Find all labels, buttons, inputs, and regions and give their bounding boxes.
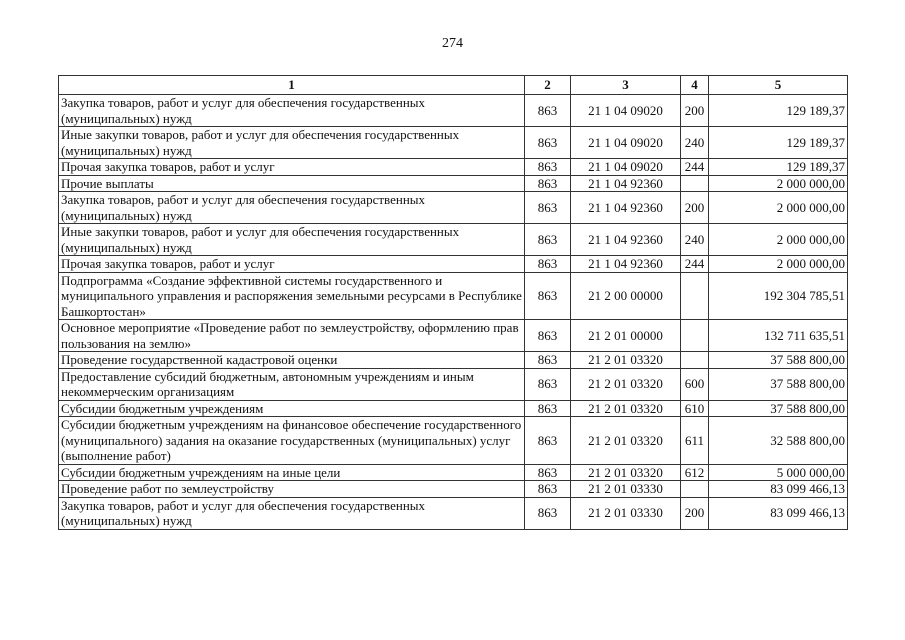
row-sum-cell: 2 000 000,00 (709, 175, 848, 192)
row-name-cell: Прочие выплаты (59, 175, 525, 192)
row-vr-cell: 200 (681, 497, 709, 529)
header-row (59, 76, 848, 95)
budget-table (58, 75, 848, 530)
row-vr-cell: 610 (681, 400, 709, 417)
row-sum-cell: 5 000 000,00 (709, 464, 848, 481)
row-sum-cell: 83 099 466,13 (709, 497, 848, 529)
header-col-4: 4 (681, 76, 709, 95)
row-sum-cell: 83 099 466,13 (709, 481, 848, 498)
row-gr-cell: 863 (525, 127, 571, 159)
row-code-cell: 21 1 04 09020 (571, 159, 681, 176)
row-name-cell: Иные закупки товаров, работ и услуг для обеспечения государственных (муниципальных) нужд (59, 224, 525, 256)
header-col-2: 2 (525, 76, 571, 95)
row-gr-cell: 863 (525, 256, 571, 273)
row-name-cell: Субсидии бюджетным учреждениям на финансовое обеспечение государственного (муниципального) задания на оказание государственных (муниципальных) услуг (выполнение работ) (59, 417, 525, 465)
table-row (59, 481, 848, 498)
row-sum-cell: 129 189,37 (709, 159, 848, 176)
row-code-cell: 21 1 04 92360 (571, 256, 681, 273)
row-gr-cell: 863 (525, 481, 571, 498)
row-vr-cell (681, 352, 709, 369)
table-row (59, 400, 848, 417)
row-name-cell: Иные закупки товаров, работ и услуг для обеспечения государственных (муниципальных) нужд (59, 127, 525, 159)
row-vr-cell (681, 481, 709, 498)
row-gr-cell: 863 (525, 159, 571, 176)
row-name-cell: Субсидии бюджетным учреждениям на иные цели (59, 464, 525, 481)
row-sum-cell: 37 588 800,00 (709, 352, 848, 369)
row-vr-cell: 600 (681, 368, 709, 400)
row-name-cell: Субсидии бюджетным учреждениям (59, 400, 525, 417)
page-number: 274 (442, 36, 463, 51)
row-code-cell: 21 2 01 03330 (571, 481, 681, 498)
table-row (59, 352, 848, 369)
table-row (59, 224, 848, 256)
row-name-cell: Основное мероприятие «Проведение работ по землеустройству, оформлению прав пользования на землю» (59, 320, 525, 352)
row-gr-cell: 863 (525, 224, 571, 256)
row-name-cell: Предоставление субсидий бюджетным, автономным учреждениям и иным некоммерческим организациям (59, 368, 525, 400)
row-code-cell: 21 1 04 09020 (571, 95, 681, 127)
row-gr-cell: 863 (525, 175, 571, 192)
row-name-cell: Закупка товаров, работ и услуг для обеспечения государственных (муниципальных) нужд (59, 192, 525, 224)
row-sum-cell: 37 588 800,00 (709, 368, 848, 400)
table-body (59, 95, 848, 530)
table-row (59, 272, 848, 320)
row-sum-cell: 37 588 800,00 (709, 400, 848, 417)
row-code-cell: 21 2 00 00000 (571, 272, 681, 320)
row-sum-cell: 32 588 800,00 (709, 417, 848, 465)
row-sum-cell: 2 000 000,00 (709, 256, 848, 273)
row-gr-cell: 863 (525, 272, 571, 320)
row-gr-cell: 863 (525, 417, 571, 465)
row-name-cell: Закупка товаров, работ и услуг для обеспечения государственных (муниципальных) нужд (59, 497, 525, 529)
row-gr-cell: 863 (525, 464, 571, 481)
row-gr-cell: 863 (525, 400, 571, 417)
table-row (59, 192, 848, 224)
row-vr-cell: 611 (681, 417, 709, 465)
row-vr-cell: 244 (681, 256, 709, 273)
row-vr-cell: 612 (681, 464, 709, 481)
row-sum-cell: 129 189,37 (709, 127, 848, 159)
row-vr-cell (681, 175, 709, 192)
row-name-cell: Подпрограмма «Создание эффективной системы государственного и муниципального управления и распоряжения земельными ресурсами в Республике Башкортостан» (59, 272, 525, 320)
table-row (59, 159, 848, 176)
row-code-cell: 21 2 01 03320 (571, 400, 681, 417)
header-col-3: 3 (571, 76, 681, 95)
row-code-cell: 21 2 01 00000 (571, 320, 681, 352)
row-gr-cell: 863 (525, 352, 571, 369)
table-row (59, 320, 848, 352)
row-code-cell: 21 2 01 03320 (571, 417, 681, 465)
table-row (59, 464, 848, 481)
row-code-cell: 21 2 01 03320 (571, 464, 681, 481)
row-name-cell: Проведение государственной кадастровой оценки (59, 352, 525, 369)
row-sum-cell: 132 711 635,51 (709, 320, 848, 352)
row-name-cell: Прочая закупка товаров, работ и услуг (59, 256, 525, 273)
row-code-cell: 21 1 04 09020 (571, 127, 681, 159)
table-row (59, 175, 848, 192)
table-row (59, 127, 848, 159)
table-row (59, 368, 848, 400)
row-code-cell: 21 1 04 92360 (571, 192, 681, 224)
table-row (59, 95, 848, 127)
row-gr-cell: 863 (525, 497, 571, 529)
row-name-cell: Прочая закупка товаров, работ и услуг (59, 159, 525, 176)
row-sum-cell: 192 304 785,51 (709, 272, 848, 320)
row-vr-cell (681, 272, 709, 320)
header-col-5: 5 (709, 76, 848, 95)
row-vr-cell: 244 (681, 159, 709, 176)
row-code-cell: 21 2 01 03320 (571, 368, 681, 400)
row-vr-cell: 240 (681, 127, 709, 159)
row-gr-cell: 863 (525, 368, 571, 400)
row-name-cell: Проведение работ по землеустройству (59, 481, 525, 498)
row-code-cell: 21 2 01 03330 (571, 497, 681, 529)
row-vr-cell: 200 (681, 192, 709, 224)
table-row (59, 497, 848, 529)
row-sum-cell: 2 000 000,00 (709, 192, 848, 224)
row-code-cell: 21 1 04 92360 (571, 224, 681, 256)
row-vr-cell: 240 (681, 224, 709, 256)
table-row (59, 256, 848, 273)
row-code-cell: 21 1 04 92360 (571, 175, 681, 192)
row-gr-cell: 863 (525, 320, 571, 352)
row-gr-cell: 863 (525, 95, 571, 127)
row-code-cell: 21 2 01 03320 (571, 352, 681, 369)
row-vr-cell: 200 (681, 95, 709, 127)
row-gr-cell: 863 (525, 192, 571, 224)
row-sum-cell: 129 189,37 (709, 95, 848, 127)
header-col-1: 1 (59, 76, 525, 95)
row-name-cell: Закупка товаров, работ и услуг для обеспечения государственных (муниципальных) нужд (59, 95, 525, 127)
table-row (59, 417, 848, 465)
row-vr-cell (681, 320, 709, 352)
row-sum-cell: 2 000 000,00 (709, 224, 848, 256)
